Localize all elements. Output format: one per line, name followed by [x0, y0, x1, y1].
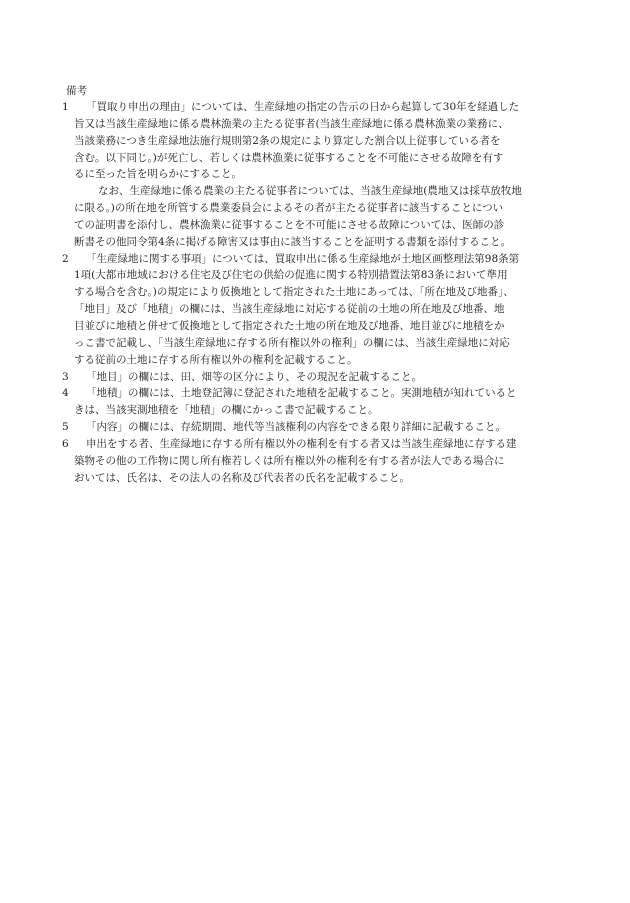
remark-line: 「地目」及び「地積」の欄には、当該生産緑地に対応する従前の土地の所在地及び地番、地 [74, 303, 505, 316]
remark-line: るに至った旨を明らかにすること。 [74, 168, 242, 181]
remark-item-1 [62, 99, 562, 251]
remark-line: 「生産緑地に関する事項」については、買取申出に係る生産緑地が土地区画整理法第98条第 [86, 252, 520, 265]
remark-number: 5 [62, 421, 69, 434]
remark-item-3 [62, 369, 562, 386]
remark-number: 4 [62, 387, 69, 400]
remarks-list [62, 99, 562, 486]
remark-line: きは、当該実測地積を「地積」の欄にかっこ書で記載すること。 [74, 404, 379, 417]
remark-item-2 [62, 251, 562, 369]
remark-number: 6 [62, 437, 69, 450]
remark-line: 「地目」の欄には、田、畑等の区分により、その現況を記載すること。 [86, 370, 422, 383]
remark-line: っこ書で記載し、「当該生産緑地に存する所有権以外の権利」の欄には、当該生産緑地に対応 [74, 336, 510, 349]
remark-line: 旨又は当該生産緑地に係る農林漁業の主たる従事者(当該生産緑地に係る農林漁業の業務に、 [74, 117, 509, 130]
remark-line: 目並びに地積と併せて仮換地として指定された土地の所在地及び地番、地目並びに地積をか [74, 319, 505, 332]
remark-item-5 [62, 419, 562, 436]
remark-line: なお、生産緑地に係る農業の主たる従事者については、当該生産緑地(農地又は採草放牧地 [98, 185, 522, 198]
remark-line: 築物その他の工作物に関し所有権若しくは所有権以外の権利を有する者が法人である場合に [74, 454, 505, 467]
remark-line: 断書その他同令第4条に掲げる障害又は事由に該当することを証明する書類を添付すること。 [74, 235, 512, 248]
remark-number: 1 [62, 101, 69, 113]
remark-line: 「買取り申出の理由」については、生産緑地の指定の告示の日から起算して30年を経過した [86, 101, 520, 113]
remark-line: に限る。)の所在地を所管する農業委員会によるその者が主たる従事者に該当することについ [74, 202, 504, 215]
remark-line: 「内容」の欄には、存続期間、地代等当該権利の内容をできる限り詳細に記載すること。 [86, 421, 506, 434]
remark-item-6 [62, 436, 562, 487]
remark-line: ての証明書を添付し、農林漁業に従事することを不可能にさせる故障については、医師の診 [74, 218, 505, 231]
remark-line: 含む。以下同じ。)が死亡し、若しくは農林漁業に従事することを不可能にさせる故障を有す [74, 151, 504, 164]
remark-line: 当該業務につき生産緑地法施行規則第2条の規定により算定した割合以上従事している者を [74, 134, 501, 147]
remark-line: 申出をする者、生産緑地に存する所有権以外の権利を有する者又は当該生産緑地に存する建 [86, 437, 517, 450]
remark-number: 2 [62, 252, 69, 265]
remark-line: する従前の土地に存する所有権以外の権利を記載すること。 [74, 353, 358, 366]
remark-number: 3 [62, 370, 69, 383]
remarks-heading: 備考 [66, 85, 87, 97]
remark-line: 1項(大都市地域における住宅及び住宅の供給の促進に関する特別措置法第83条において準用 [74, 269, 508, 282]
remark-line: おいては、氏名は、その法人の名称及び代表者の氏名を記載すること。 [74, 471, 410, 484]
remark-line: 「地積」の欄には、土地登記簿に登記された地積を記載すること。実測地積が知れていると [86, 387, 517, 400]
remark-line: する場合を含む。)の規定により仮換地として指定された土地にあっては、「所在地及び地番」、 [74, 286, 514, 299]
remark-item-4 [62, 385, 562, 419]
